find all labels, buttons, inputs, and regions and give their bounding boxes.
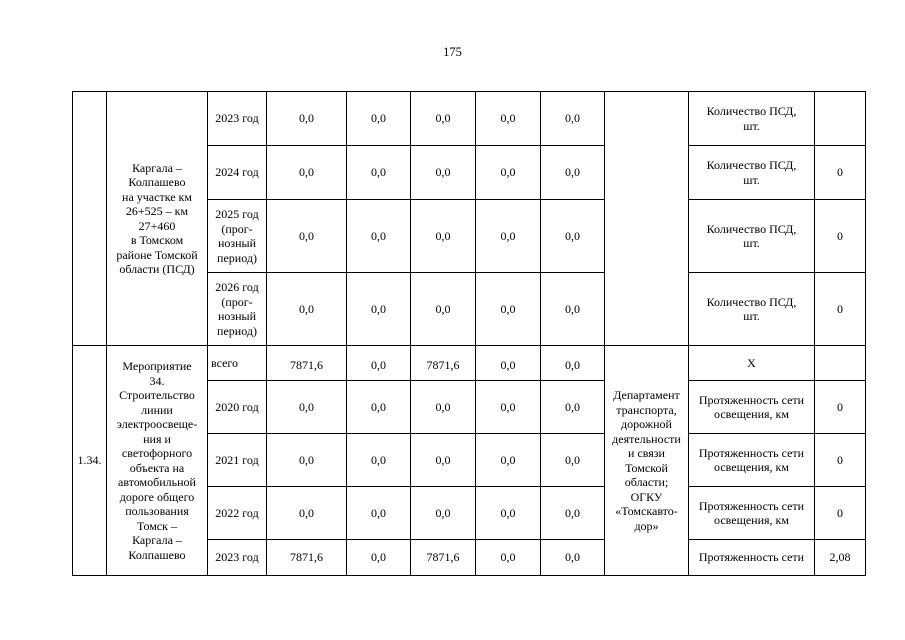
period-cell: всего	[208, 346, 267, 381]
total-cell: 0,0	[267, 381, 347, 434]
page-number: 175	[443, 45, 462, 59]
indicator-cell: Количество ПСД, шт.	[689, 92, 815, 146]
period-cell: 2020 год	[208, 381, 267, 434]
funding-cell: 0,0	[476, 487, 541, 540]
funding-cell: 0,0	[541, 200, 605, 273]
funding-cell: 0,0	[411, 146, 476, 200]
funding-cell: 0,0	[541, 381, 605, 434]
indicator-value: 0	[815, 200, 866, 273]
indicator-value: 0	[815, 381, 866, 434]
indicator-cell: Протяженность сети освещения, км	[689, 487, 815, 540]
total-cell: 7871,6	[267, 540, 347, 576]
funding-cell: 7871,6	[411, 346, 476, 381]
total-cell: 7871,6	[267, 346, 347, 381]
period-cell: 2023 год	[208, 540, 267, 576]
indicator-value: 2,08	[815, 540, 866, 576]
responsible-cell	[605, 92, 689, 346]
indicator-value	[815, 92, 866, 146]
funding-cell: 0,0	[476, 434, 541, 487]
period-cell: 2024 год	[208, 146, 267, 200]
funding-cell: 0,0	[411, 273, 476, 346]
funding-cell: 0,0	[476, 346, 541, 381]
funding-cell: 0,0	[476, 540, 541, 576]
activity-name: Мероприятие 34. Строительство линии электроосвеще- ния и светофорного объекта на автомобильной дороге общего пользования Томск – Каргала – Колпашево	[107, 346, 208, 576]
period-cell: 2021 год	[208, 434, 267, 487]
period-cell: 2025 год (прог- нозный период)	[208, 200, 267, 273]
total-cell: 0,0	[267, 273, 347, 346]
funding-cell: 0,0	[411, 434, 476, 487]
indicator-value: 0	[815, 487, 866, 540]
indicator-cell: Протяженность сети освещения, км	[689, 434, 815, 487]
funding-cell: 0,0	[476, 146, 541, 200]
funding-cell: 0,0	[347, 540, 411, 576]
indicator-value: 0	[815, 434, 866, 487]
funding-cell: 0,0	[347, 92, 411, 146]
funding-cell: 0,0	[541, 273, 605, 346]
indicator-value: 0	[815, 146, 866, 200]
funding-cell: 0,0	[347, 434, 411, 487]
funding-cell: 0,0	[411, 200, 476, 273]
total-cell: 0,0	[267, 92, 347, 146]
total-cell: 0,0	[267, 434, 347, 487]
total-cell: 0,0	[267, 146, 347, 200]
indicator-cell: Количество ПСД, шт.	[689, 146, 815, 200]
funding-cell: 0,0	[411, 381, 476, 434]
funding-cell: 0,0	[411, 92, 476, 146]
funding-cell: 0,0	[476, 200, 541, 273]
funding-cell: 0,0	[541, 346, 605, 381]
row-number	[73, 92, 107, 346]
indicator-cell: Количество ПСД, шт.	[689, 200, 815, 273]
period-cell: 2023 год	[208, 92, 267, 146]
funding-cell: 0,0	[476, 92, 541, 146]
indicator-cell: Количество ПСД, шт.	[689, 273, 815, 346]
funding-cell: 0,0	[541, 434, 605, 487]
funding-cell: 0,0	[541, 146, 605, 200]
indicator-value	[815, 346, 866, 381]
indicator-value: 0	[815, 273, 866, 346]
period-cell: 2022 год	[208, 487, 267, 540]
indicator-cell: Х	[689, 346, 815, 381]
funding-cell: 0,0	[476, 273, 541, 346]
total-cell: 0,0	[267, 200, 347, 273]
funding-cell: 0,0	[347, 200, 411, 273]
funding-cell: 0,0	[347, 146, 411, 200]
total-cell: 0,0	[267, 487, 347, 540]
activity-name: Каргала – Колпашево на участке км 26+525 – км 27+460 в Томском районе Томской области (ПСД)	[107, 92, 208, 346]
funding-cell: 0,0	[347, 487, 411, 540]
funding-cell: 0,0	[541, 540, 605, 576]
program-table	[72, 91, 866, 576]
funding-cell: 7871,6	[411, 540, 476, 576]
funding-cell: 0,0	[541, 92, 605, 146]
funding-cell: 0,0	[541, 487, 605, 540]
row-number: 1.34.	[73, 346, 107, 576]
funding-cell: 0,0	[347, 273, 411, 346]
funding-cell: 0,0	[476, 381, 541, 434]
table-row	[73, 92, 866, 146]
table-row	[73, 346, 866, 381]
period-cell: 2026 год (прог- нозный период)	[208, 273, 267, 346]
funding-cell: 0,0	[411, 487, 476, 540]
indicator-cell: Протяженность сети освещения, км	[689, 381, 815, 434]
funding-cell: 0,0	[347, 381, 411, 434]
funding-cell: 0,0	[347, 346, 411, 381]
responsible-org: Департамент транспорта, дорожной деятельности и связи Томской области; ОГКУ «Томскавто- дор»	[605, 346, 689, 576]
indicator-cell: Протяженность сети	[689, 540, 815, 576]
